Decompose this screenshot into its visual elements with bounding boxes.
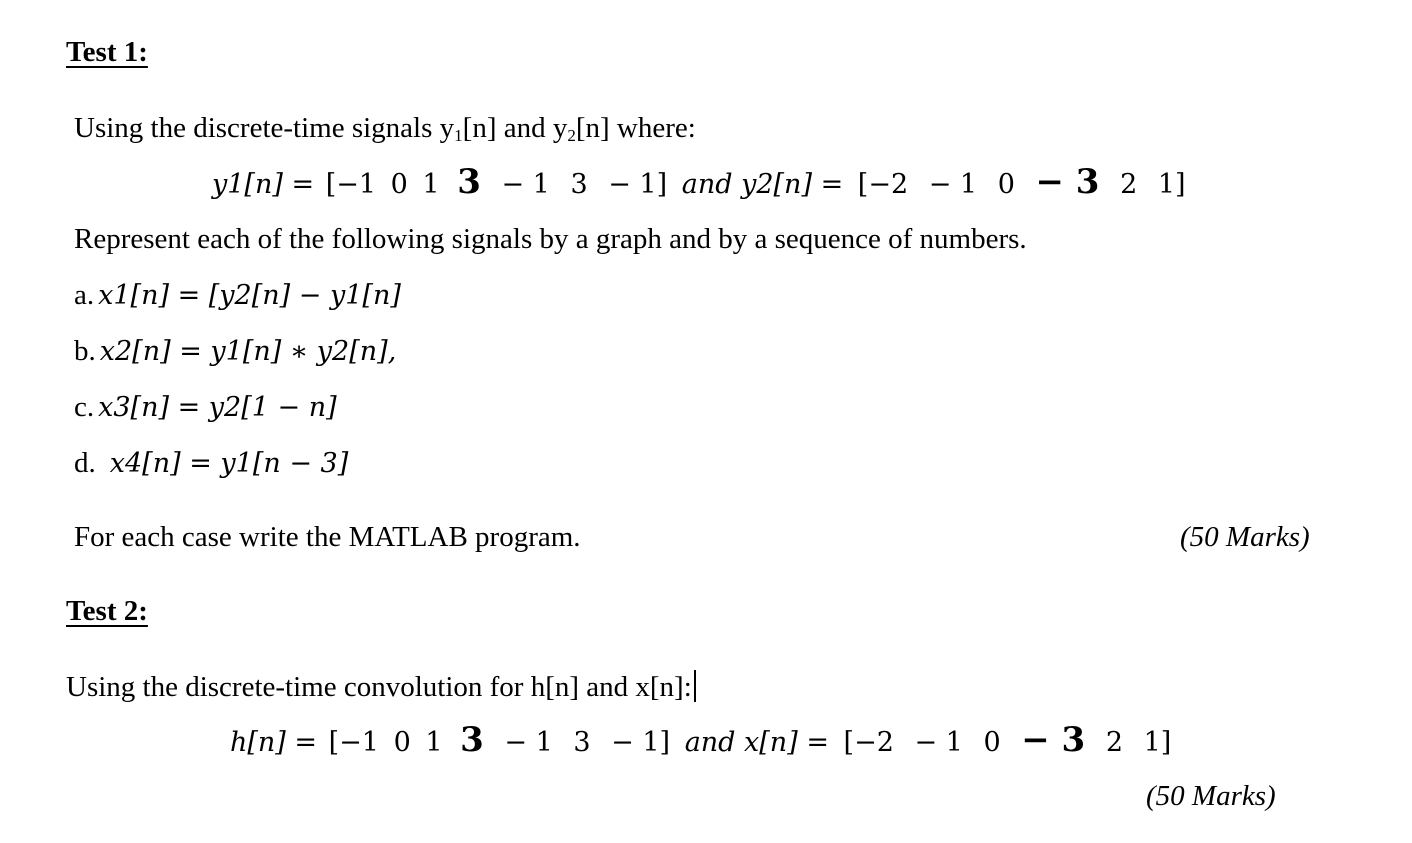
item-d — [74, 447, 348, 480]
x-value: 2 — [1105, 727, 1123, 758]
intro-prefix: Using the discrete-time signals y — [74, 112, 455, 144]
item-label: c. — [74, 391, 95, 423]
y2-value: 2 — [1120, 169, 1138, 200]
y1-value-origin: 3 — [457, 162, 481, 202]
test2-intro-text: Using the discrete-time convolution for h[n] and x[n]: — [66, 671, 692, 703]
y2-value: 0 — [997, 169, 1015, 200]
x-value: − 1 — [914, 727, 963, 758]
intro-subscript-2: 2 — [567, 126, 576, 145]
test1-intro — [74, 112, 696, 146]
item-expression: x2[n] = y1[n] ∗ y2[n], — [99, 336, 397, 367]
item-a — [74, 279, 401, 312]
test2-intro — [66, 670, 696, 704]
x-value-origin: − 3 — [1021, 720, 1086, 760]
y1-value: 3 — [570, 169, 588, 200]
y1-value: − 1 — [501, 169, 550, 200]
h-value-origin: 3 — [460, 720, 484, 760]
y1-value: 1 — [422, 169, 440, 200]
x-value: [−2 — [843, 727, 894, 758]
matlab-note: For each case write the MATLAB program. — [74, 521, 581, 553]
eq-connector: and — [681, 169, 742, 200]
eq-lhs-h: h[n] = — [230, 727, 326, 758]
y2-value: 1] — [1157, 169, 1186, 200]
x-value: 1] — [1143, 727, 1172, 758]
item-label: a. — [74, 279, 95, 311]
eq-connector: and — [684, 727, 745, 758]
test1-instruction: Represent each of the following signals by a graph and by a sequence of numbers. — [74, 223, 1027, 255]
y2-value: − 1 — [928, 169, 978, 200]
item-label: d. — [74, 447, 96, 479]
eq-lhs-y2: y2[n] = — [741, 169, 852, 200]
item-expression: x4[n] = y1[n − 3] — [109, 448, 349, 479]
eq-lhs-y1: y1[n] = — [212, 169, 323, 200]
y2-value-origin: − 3 — [1035, 162, 1100, 202]
x-value: 0 — [983, 727, 1001, 758]
h-value: 1 — [425, 727, 443, 758]
h-value: 0 — [393, 727, 411, 758]
intro-mid: [n] and y — [462, 112, 568, 144]
test2-equation — [230, 720, 1177, 760]
eq-lhs-x: x[n] = — [744, 727, 838, 758]
h-value: − 1] — [611, 727, 671, 758]
test1-equation — [212, 162, 1192, 202]
item-b — [74, 335, 396, 368]
intro-subscript-1: 1 — [454, 126, 463, 145]
item-label: b. — [74, 335, 96, 367]
item-expression: x1[n] = [y2[n] − y1[n] — [98, 280, 401, 311]
y1-value: [−1 — [325, 169, 377, 200]
text-cursor — [694, 670, 696, 702]
y2-value: [−2 — [857, 169, 909, 200]
item-c — [74, 391, 337, 424]
test1-marks: (50 Marks) — [1180, 521, 1310, 553]
y1-value: − 1] — [608, 169, 668, 200]
intro-suffix: [n] where: — [575, 112, 696, 144]
h-value: [−1 — [328, 727, 379, 758]
h-value: 3 — [573, 727, 591, 758]
y1-value: 0 — [390, 169, 408, 200]
h-value: − 1 — [504, 727, 553, 758]
item-expression: x3[n] = y2[1 − n] — [98, 392, 337, 423]
test2-heading: Test 2: — [66, 595, 148, 627]
test1-heading: Test 1: — [66, 36, 148, 68]
test2-marks: (50 Marks) — [1146, 780, 1276, 812]
